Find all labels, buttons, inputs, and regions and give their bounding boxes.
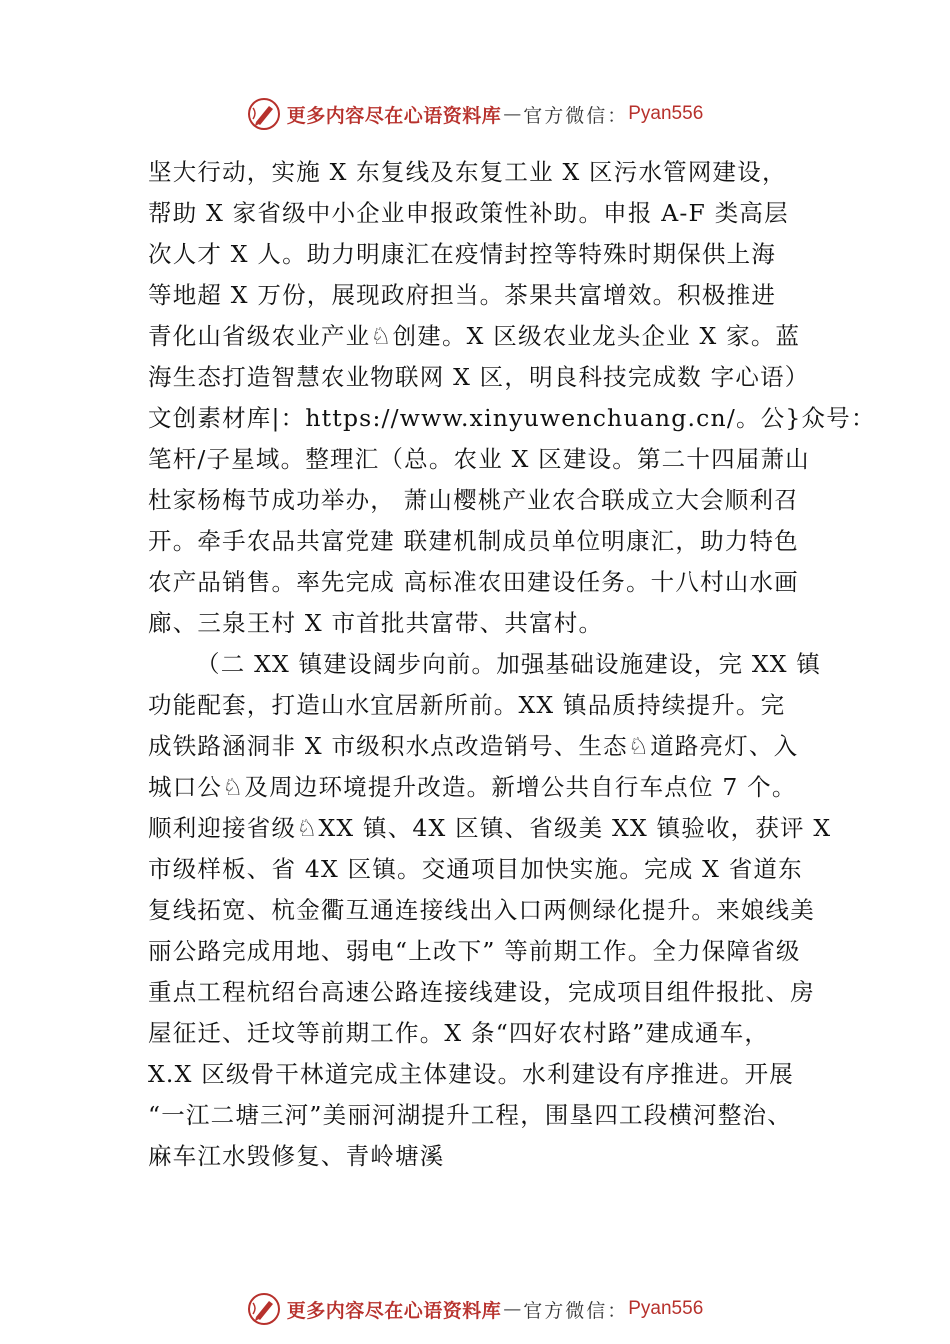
banner-wechat-id: Pyan556 — [628, 1298, 704, 1319]
pen-logo-icon — [247, 97, 281, 131]
body-line: 坚大行动，实施 X 东复线及东复工业 X 区污水管网建设， — [148, 158, 787, 186]
banner-official-label: 官方微信： — [523, 104, 629, 127]
body-line: 功能配套，打造山水宜居新所前。XX 镇品质持续提升。完 — [148, 691, 786, 719]
body-line: 笔杆/子星域。整理汇（总。农业 X 区建设。第二十四届萧山 — [148, 445, 810, 473]
body-line: 麻车江水毁修复、青岭塘溪 — [148, 1142, 445, 1170]
body-line: 廊、三泉王村 X 市首批共富带、共富村。 — [148, 609, 604, 637]
body-line: 市级样板、省 4X 区镇。交通项目加快实施。完成 X 省道东 — [148, 855, 803, 883]
body-line: 杜家杨梅节成功举办， 萧山樱桃产业农合联成立大会顺利召 — [148, 486, 799, 514]
body-line: “一江二塘三河”美丽河湖提升工程，围垦四工段横河整治、 — [148, 1101, 792, 1129]
section-heading-line: （二 XX 镇建设阔步向前。加强基础设施建设，完 XX 镇 — [196, 650, 822, 678]
banner-wechat-id: Pyan556 — [628, 103, 704, 124]
body-line: 丽公路完成用地、弱电“上改下” 等前期工作。全力保障省级 — [148, 937, 801, 965]
banner-dash: — — [503, 1298, 522, 1320]
header-banner — [0, 94, 950, 134]
footer-banner — [0, 1289, 950, 1329]
banner-official-label: 官方微信： — [523, 1299, 629, 1322]
body-line: 农产品销售。率先完成 高标准农田建设任务。十八村山水画 — [148, 568, 799, 596]
body-line: 等地超 X 万份，展现政府担当。茶果共富增效。积极推进 — [148, 281, 777, 309]
body-line: 次人才 X 人。助力明康汇在疫情封控等特殊时期保供上海 — [148, 240, 777, 268]
body-line: 成铁路涵洞非 X 市级积水点改造销号、生态♘道路亮灯、入 — [148, 732, 799, 760]
body-line: 海生态打造智慧农业物联网 X 区，明良科技完成数 字心语） — [148, 363, 810, 391]
body-line: 城口公♘及周边环境提升改造。新增公共自行车点位 7 个。 — [148, 773, 797, 801]
body-line: X.X 区级骨干林道完成主体建设。水利建设有序推进。开展 — [148, 1060, 794, 1088]
body-line: 重点工程杭绍台高速公路连接线建设，完成项目组件报批、房 — [148, 978, 815, 1006]
banner-brand-text: 更多内容尽在心语资料库 — [286, 1299, 502, 1322]
body-line: 复线拓宽、杭金衢互通连接线出入口两侧绿化提升。来娘线美 — [148, 896, 815, 924]
body-line: 屋征迁、迁坟等前期工作。X 条“四好农村路”建成通车， — [148, 1019, 770, 1047]
banner-dash: — — [503, 103, 522, 125]
body-line: 顺利迎接省级♘XX 镇、4X 区镇、省级美 XX 镇验收，获评 X — [148, 814, 832, 842]
body-line: 开。牵手农品共富党建 联建机制成员单位明康汇，助力特色 — [148, 527, 799, 555]
body-line: 青化山省级农业产业♘创建。X 区级农业龙头企业 X 家。蓝 — [148, 322, 801, 350]
banner-brand-text: 更多内容尽在心语资料库 — [286, 104, 502, 127]
body-line: 帮助 X 家省级中小企业申报政策性补助。申报 A-F 类高层 — [148, 199, 789, 227]
document-body — [148, 152, 876, 1177]
body-line: 文创素材库|：https://www.xinyuwenchuang.cn/。公}众号： — [148, 404, 876, 432]
pen-logo-icon — [247, 1292, 281, 1326]
